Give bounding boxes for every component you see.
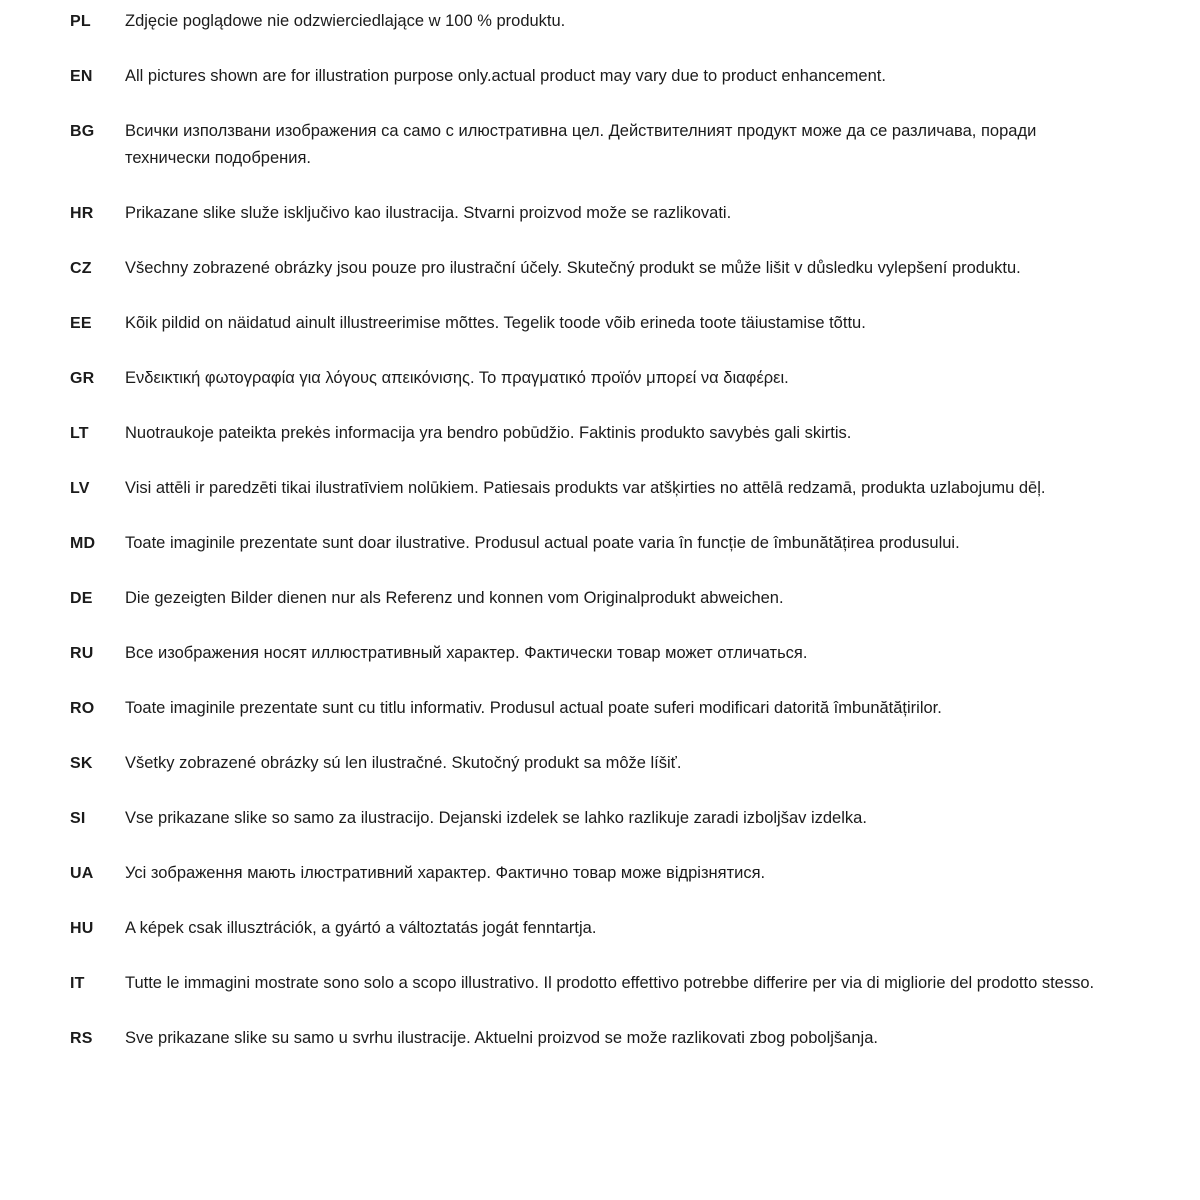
disclaimer-text: A képek csak illusztrációk, a gyártó a változtatás jogát fenntartja. xyxy=(125,919,597,937)
disclaimer-row xyxy=(70,118,1120,172)
language-code: MD xyxy=(70,535,96,552)
disclaimer-row xyxy=(70,695,1120,722)
disclaimer-text: Все изображения носят иллюстративный характер. Фактически товар может отличаться. xyxy=(125,644,808,662)
language-code: RU xyxy=(70,645,94,662)
disclaimer-row xyxy=(70,970,1120,997)
disclaimer-text: Ενδεικτική φωτογραφία για λόγους απεικόνισης. Το πραγματικό προϊόν μπορεί να διαφέρει. xyxy=(125,369,789,387)
language-code: PL xyxy=(70,13,91,30)
disclaimer-row xyxy=(70,365,1120,392)
disclaimer-row xyxy=(70,475,1120,502)
language-code: HR xyxy=(70,205,94,222)
language-code: EN xyxy=(70,68,93,85)
disclaimer-row xyxy=(70,420,1120,447)
disclaimer-text: All pictures shown are for illustration purpose only.actual product may vary due to product enhancement. xyxy=(125,67,886,85)
language-code: EE xyxy=(70,315,92,332)
disclaimer-text: Toate imaginile prezentate sunt doar ilustrative. Produsul actual poate varia în funcție de îmbunătățirea produsului. xyxy=(125,534,960,552)
disclaimer-text: Zdjęcie poglądowe nie odzwierciedlające w 100 % produktu. xyxy=(125,12,566,30)
disclaimer-text: Tutte le immagini mostrate sono solo a scopo illustrativo. Il prodotto effettivo potrebbe differire per via di migliorie del prodotto stesso. xyxy=(125,974,1095,992)
language-code: RO xyxy=(70,700,95,717)
language-code: IT xyxy=(70,975,85,992)
language-code: SK xyxy=(70,755,93,772)
disclaimer-row xyxy=(70,640,1120,667)
disclaimer-text: Všechny zobrazené obrázky jsou pouze pro ilustrační účely. Skutečný produkt se může lišit v důsledku vylepšení produktu. xyxy=(125,259,1021,277)
language-code: SI xyxy=(70,810,86,827)
language-code: LV xyxy=(70,480,90,497)
disclaimer-row xyxy=(70,63,1120,90)
disclaimer-row xyxy=(70,200,1120,227)
language-code: LT xyxy=(70,425,89,442)
disclaimer-text: Kõik pildid on näidatud ainult illustreerimise mõttes. Tegelik toode võib erineda toote täiustamise tõttu. xyxy=(125,314,866,332)
disclaimer-text: Visi attēli ir paredzēti tikai ilustratīviem nolūkiem. Patiesais produkts var atšķirties no attēlā redzamā, produkta uzlabojumu dēļ. xyxy=(125,479,1046,497)
disclaimer-text: Toate imaginile prezentate sunt cu titlu informativ. Produsul actual poate suferi modificari datorită îmbunătățirilor. xyxy=(125,699,942,717)
language-code: GR xyxy=(70,370,95,387)
disclaimer-row xyxy=(70,915,1120,942)
disclaimer-row xyxy=(70,860,1120,887)
disclaimer-text: Nuotraukoje pateikta prekės informacija yra bendro pobūdžio. Faktinis produkto savybės gali skirtis. xyxy=(125,424,852,442)
disclaimer-text: Die gezeigten Bilder dienen nur als Referenz und konnen vom Originalprodukt abweichen. xyxy=(125,589,784,607)
language-code: RS xyxy=(70,1030,93,1047)
disclaimer-text: Všetky zobrazené obrázky sú len ilustračné. Skutočný produkt sa môže líšiť. xyxy=(125,754,682,772)
disclaimer-row xyxy=(70,8,1120,35)
disclaimer-text: Всички използвани изображения са само с илюстративна цел. Действителният продукт може да се различава, поради технически подобрения. xyxy=(125,122,1037,167)
disclaimer-row xyxy=(70,585,1120,612)
language-code: DE xyxy=(70,590,93,607)
disclaimer-row xyxy=(70,750,1120,777)
language-code: CZ xyxy=(70,260,92,277)
language-code: HU xyxy=(70,920,94,937)
disclaimer-row xyxy=(70,310,1120,337)
disclaimer-text: Vse prikazane slike so samo za ilustracijo. Dejanski izdelek se lahko razlikuje zaradi izboljšav izdelka. xyxy=(125,809,867,827)
disclaimer-row xyxy=(70,530,1120,557)
disclaimer-text: Prikazane slike služe isključivo kao ilustracija. Stvarni proizvod može se razlikovati. xyxy=(125,204,732,222)
disclaimer-list xyxy=(70,8,1120,1052)
language-code: UA xyxy=(70,865,94,882)
disclaimer-text: Усі зображення мають ілюстративний характер. Фактично товар може відрізнятися. xyxy=(125,864,766,882)
disclaimer-row xyxy=(70,1025,1120,1052)
language-code: BG xyxy=(70,123,95,140)
disclaimer-text: Sve prikazane slike su samo u svrhu ilustracije. Aktuelni proizvod se može razlikovati zbog poboljšanja. xyxy=(125,1029,878,1047)
disclaimer-row xyxy=(70,255,1120,282)
disclaimer-row xyxy=(70,805,1120,832)
